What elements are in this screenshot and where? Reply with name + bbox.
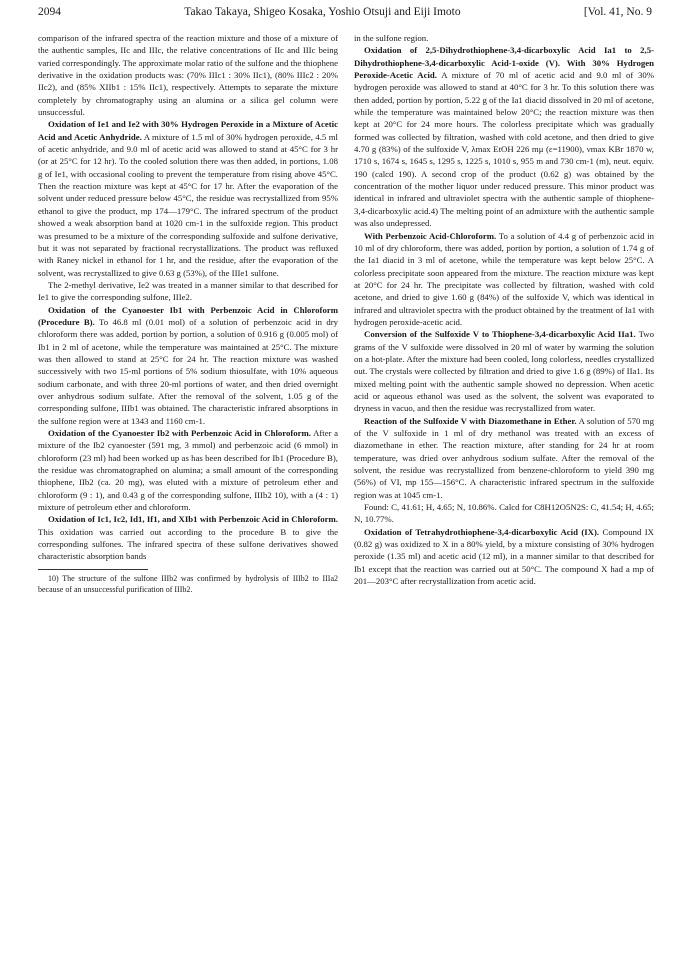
right-section-perbenzoic	[354, 230, 654, 329]
right-section-oxidation-ia1	[354, 44, 654, 229]
section-heading: Oxidation of Tetrahydrothiophene-3,4-dicarboxylic Acid (IX).	[364, 526, 600, 537]
left-section-cyanoester-ib2	[38, 427, 338, 513]
left-paragraph-methyl-derivative: The 2-methyl derivative, Ie2 was treated in a manner similar to that described for Ie1 to give the corresponding sulfone, IIIe2.	[38, 279, 338, 303]
section-heading: With Perbenzoic Acid-Chloroform.	[364, 230, 497, 241]
two-column-body	[38, 32, 654, 595]
section-heading: Oxidation of the Cyanoester Ib2 with Perbenzoic Acid in Chloroform.	[48, 428, 311, 438]
left-column	[38, 32, 338, 595]
section-heading: Conversion of the Sulfoxide V to Thiophene-3,4-dicarboxylic Acid IIa1.	[364, 329, 636, 340]
section-body: After a mixture of the Ib2 cyanoester (591 mg, 3 mmol) and perbenzoic acid (6 mmol) in chloroform (23 ml) had been worked up as has been described for Ib1 (Procedure B), the residue was chromatographed on alumina; a small amount of the corresponding thiophene, IIb2 (ca. 20 mg), was eluted with a mixture of petroleum ether and chloroform (9 : 1), and 0.43 g of the corresponding sulfone, IIIb2 10), with a (4 : 1) mixture of petroleum ether and chloroform.	[38, 428, 338, 513]
right-section-conversion	[354, 328, 654, 414]
section-heading: Oxidation of the Cyanoester Ib1 with Perbenzoic Acid in Chloroform (Procedure B).	[38, 304, 338, 327]
section-body: A solution of 570 mg of the V sulfoxide in 1 ml of dry methanol was treated with an excess of diazomethane in ether. The reaction mixture, after standing for 24 hr at room temperature, was dried over anhydrous sodium sulfate. After the removal of the solvent, the residue was recrystallized from benzene-chloroform to yield 390 mg (56%) of VI, mp 155—156°C. A characteristic infrared spectrum in the sulfoxide region was at 1045 cm-1.	[354, 415, 654, 500]
section-body: This oxidation was carried out according to the procedure B to give the corresponding sulfones. The infrared spectra of these sulfone derivatives showed characteristic absorption bands	[38, 526, 338, 562]
section-heading: Oxidation of 2,5-Dihydrothiophene-3,4-dicarboxylic Acid Ia1 to 2,5-Dihydrothiophene-3,4-dicarboxylic Acid-1-oxide (V). With 30% Hydrogen Peroxide-Acetic Acid.	[354, 45, 654, 81]
page-number: 2094	[38, 6, 61, 18]
right-section-tetrahydrothiophene	[354, 526, 654, 588]
section-body: A mixture of 1.5 ml of 30% hydrogen peroxide, 4.5 ml of acetic anhydride, and 9.0 ml of acetic acid was allowed to stand at 45°C for 3 hr (or at 25°C for 12 hr). To the cooled solution there was then added, in portions, 1.08 g of Ie1, with occasional cooling to prevent the temperature from rising above 45°C. Then the reaction mixture was kept at 45°C for 17 hr. After the evaporation of the solvent under reduced pressure below 45°C, the residue was recrystallized from 95% ethanol to give the product, mp 174—179°C. The infrared spectrum of the product showed a weak absorption band at 1020 cm-1 in the sulfoxide region. This product was presumed to be a mixture of the corresponding sulfoxide and sulfone derivative, but it was not separated by fractional recrystallizations. The product was refluxed with Raney nickel in ethanol for 1 hr, and the residue, after the evaporation of the solvent, was recrystallized to give 0.63 g (53%), of the IIIe1 sulfone.	[38, 131, 338, 278]
running-header	[38, 6, 652, 26]
footnote-10: 10) The structure of the sulfone IIIb2 was confirmed by hydrolysis of IIIb2 to IIIa2 because of an unsuccessful purification of IIIb2.	[38, 573, 338, 594]
right-column	[354, 32, 654, 595]
left-section-oxidation-ic	[38, 513, 338, 562]
volume-label: [Vol. 41, No. 9	[583, 6, 652, 18]
section-body: To a solution of 4.4 g of perbenzoic acid in 10 ml of dry chloroform, there was added, portion by portion, a solution of 1.74 g of the Ia1 diacid in 3 ml of acetone, while the temperature was kept below 25°C. A colorless precipitate soon appeared from the mixture. The reaction mixture was kept at 20°C for 24 hr. The precipitate was collected by filtration, washed with cold acetone, and dried to give 1.60 g (84%) of the sulfoxide V, which was identical in infrared and ultraviolet spectra with the product obtained by the treatment of Ia1 with hydrogen peroxide-acetic acid.	[354, 230, 655, 327]
right-paragraph-continued: in the sulfone region.	[354, 33, 429, 43]
right-paragraph-analysis: Found: C, 41.61; H, 4.65; N, 10.86%. Calcd for C8H12O5N2S: C, 41.54; H, 4.65; N, 10.77%.	[354, 502, 654, 525]
section-body: Two grams of the V sulfoxide were dissolved in 20 ml of water by warming the solution on a hot-plate. After the mixture had been cooled, long colorless, needles crystallized out. The crystals were collected by filtration and dried to give 1.6 g (89%) of IIa1. Its mixed melting point with the authentic sample showed no depression. When acetic acid or aqueous ethanol was used as the solvent, the solvent was evaporated to dryness in vacuo, and then the residue was recrystallized from water.	[354, 329, 654, 414]
footnote-rule	[38, 569, 148, 570]
section-heading: Reaction of the Sulfoxide V with Diazomethane in Ether.	[364, 415, 577, 426]
left-paragraph-continued: comparison of the infrared spectra of the reaction mixture and those of a mixture of the authentic samples, IIc and IIIc, the relative concentrations of IIc and IIIc being varied correspondingly. The approximate molar ratio of the sulfone and the thiophene derivative in the oxidation products was: (70% IIIc1 : 30% IIc1), (80% IIIc2 : 20% IIc2), and (85% XIIb1 : 15% IIc1), respectively. Attempts to separate the mixture completely by chromatography using an alumina or a silica gel column were unsuccessful.	[38, 33, 338, 118]
section-body: Compound IX (0.82 g) was oxidized to X in a 80% yield, by a mixture consisting of 30% hydrogen peroxide (1.35 ml) and acetic acid (12 ml), in a manner similar to that described for Ib1 except that the reaction was carried out at 50°C. The compound X had a mp of 201—203°C after recrystallization from acetic acid.	[354, 526, 654, 587]
author-line: Takao Takaya, Shigeo Kosaka, Yoshio Otsuji and Eiji Imoto	[184, 6, 461, 18]
left-section-oxidation-ie	[38, 118, 338, 278]
left-section-cyanoester-ib1	[38, 304, 338, 427]
section-body: A mixture of 70 ml of acetic acid and 9.0 ml of 30% hydrogen peroxide was allowed to stand at 40°C for 3 hr. To this solution there was then added, portion by portion, 5.22 g of the Ia1 diacid dissolved in 20 ml of acetone, while the temperature was maintained below 20°C; the reaction mixture was then kept at 20°C for 24 more hours. The colorless precipitate which was gradually formed was collected by filtration, washed with cold acetone, and then dried to give 4.70 g (83%) of the sulfoxide V, λmax EtOH 226 mμ (ε=11900), νmax KBr 1870 w, 1710 s, 1674 s, 1645 s, 1295 s, 1225 s, 1010 s, 955 m and 730 cm-1 (m), neut. equiv. 190 (calcd 190). A second crop of the product (0.62 g) was obtained by the concentration of the mother liquor under reduced pressure. This minor product was identical in infrared and ultraviolet spectra with the authentic sample of thiophene-3,4-dicarboxylic acid.4) The melting point of an admixture with the authentic sample was also undepressed.	[354, 70, 654, 229]
right-section-diazomethane	[354, 415, 654, 501]
section-heading: Oxidation of Ie1 and Ie2 with 30% Hydrogen Peroxide in a Mixture of Acetic Acid and Acetic Anhydride.	[38, 119, 338, 142]
section-body: To 46.8 ml (0.01 mol) of a solution of perbenzoic acid in dry chloroform there was added, portion by portion, a solution of 0.916 g (0.005 mol) of Ib1 in 2 ml of acetone, while the temperature was maintained at 25°C. The mixture was then allowed to stand at 25°C for 24 hr. The reaction mixture was washed successively with two 15-ml portions of 5% sodium thiosulfate, with 10% aqueous sodium carbonate, and with three 20-ml portions of water, and then dried overnight over anhydrous sodium sulfate. After the removal of the solvent, 1.05 g of the corresponding sulfone, IIIb1 was obtained. The characteristic infrared absorptions in the sulfone region were at 1343 and 1160 cm-1.	[38, 316, 338, 426]
section-heading: Oxidation of Ic1, Ic2, Id1, If1, and XIb1 with Perbenzoic Acid in Chloroform.	[48, 514, 338, 525]
